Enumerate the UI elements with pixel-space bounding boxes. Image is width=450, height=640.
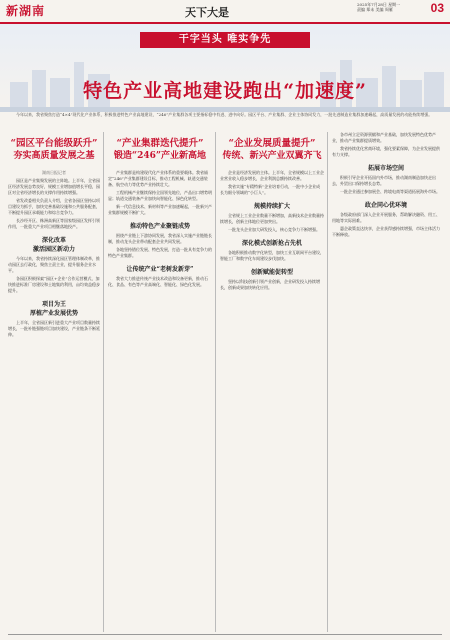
subhead-line-1: “产业集群迭代提升” [116, 138, 204, 149]
subhead-enterprise-quality [220, 138, 324, 162]
subhead-line-2: 传统、新兴产业双翼齐飞 [222, 151, 322, 161]
paragraph: 我省大力推进传统产业技术改造和设备更新，推动石化、食品、有色等产业高端化、智能化、绿色化发展。 [108, 276, 208, 287]
article-column-3 [220, 132, 324, 632]
paragraph: 园区是产业集聚发展的主阵地。上半年，全省园区经济发展态势良好，规模工业增加值增长平稳，园区对全省经济增长的支撑作用持续增强。 [8, 178, 100, 195]
section-heading: 拓展市场空间 [367, 165, 404, 172]
paragraph: 工程机械产业继续保持全国领先地位，产品出口增势明显；轨道交通装备产业加快向智能化、绿色化转型。 [108, 190, 212, 201]
section-heading: 规模持续扩大 [253, 203, 290, 210]
subhead-park-platform [8, 138, 100, 162]
section-heading-line-1: 深化改革 [41, 237, 66, 244]
banner [0, 24, 450, 112]
paragraph: 今年以来，我省持续深化园区管理体制改革，推动园区去行政化，聚焦主责主业，提升服务企业水平。 [8, 256, 100, 273]
paragraph: 新一代信息技术、新材料等产业加速崛起，一批新兴产业集群规模不断扩大。 [108, 204, 212, 215]
editor-credit: 责编 郑未 美编 周雁 [357, 7, 393, 12]
article-column-2 [108, 132, 212, 632]
subhead-line-2: 锻造“246”产业新高地 [113, 151, 207, 161]
main-headline: 特色产业高地建设跑出“加速度” [83, 80, 367, 102]
date-line [357, 2, 400, 12]
section-title: 天下大是 [185, 6, 229, 19]
column-divider [103, 132, 104, 632]
subhead-line-2: 夯实高质量发展之基 [13, 151, 95, 161]
paragraph: 我省实施“专精特新”企业培育行动，一批中小企业成长为细分领域的“小巨人”。 [220, 184, 321, 195]
masthead [0, 0, 450, 24]
section-heading [8, 235, 100, 253]
article-column-4 [332, 132, 440, 632]
kicker-text: 干字当头 唯实争先 [178, 34, 272, 45]
byline: 湖南日报记者 [42, 170, 66, 175]
section-heading-line-2: 激活园区新动力 [32, 246, 75, 253]
lead-paragraph [8, 112, 442, 130]
paragraph: 一批企业通过参加展会、跨境电商等渠道拓展海外市场。 [340, 189, 440, 194]
newspaper-logo: 新湖南 [6, 4, 46, 18]
paragraph: 惠企政策直达快享，企业获得感持续增强，市场主体活力不断释放。 [332, 226, 440, 237]
column-divider [215, 132, 216, 632]
paragraph: 各地坚持错位发展、特色发展，打造一批具有竞争力的特色产业集群。 [108, 247, 212, 258]
article-column-1 [8, 132, 100, 632]
section-heading: 深化模式创新抢占先机 [241, 240, 302, 247]
paragraph: 上半年，全省园区新引进重大产业项目数量持续增长，一批补链强链项目加快建设，产业链条不断延伸。 [8, 320, 100, 337]
paragraph: 我省持续优化营商环境，强化要素保障，为企业发展提供有力支撑。 [332, 146, 440, 157]
paragraph: 各市州立足资源禀赋和产业基础，加快发展特色优势产业，推动产业集群提质增效。 [332, 132, 436, 143]
section-heading: 政企同心优环境 [364, 202, 407, 209]
paragraph: 省发改委相关负责人介绍，全省各园区坚持以项目建设为抓手，加快完善基础设施和公共服务配套，不断提升园区承载能力和综合竞争力。 [8, 198, 100, 215]
paragraph: 积极引导企业开拓国内外市场，推动湖南制造加快走出去，外贸出口保持增长态势。 [332, 175, 436, 186]
date-text: 2025年7月28日 星期一 [357, 2, 401, 7]
paragraph: 长沙经开区、株洲高新区等国家级园区发挥引领作用，一批重大产业项目相继落地投产。 [8, 218, 100, 229]
paragraph: 各地积极推动数字化转型，加快工业互联网平台建设，智能工厂和数字化车间建设步伐加快。 [220, 250, 324, 261]
column-divider [327, 132, 328, 632]
section-heading-line-2: 厚植产业发展优势 [29, 310, 78, 317]
subhead-line-1: “企业发展质量提升” [228, 138, 316, 149]
paragraph: 各级政府部门深入企业开展服务，帮助解决融资、用工、用地等实际困难。 [332, 212, 440, 223]
paragraph: 企业是经济发展的主体。上半年，全省规模以上工业企业营业收入稳步增长，企业利润总额持续改善。 [220, 170, 324, 181]
paragraph: 坚持以科技创新引领产业创新，企业研发投入持续增长，创新成果加快转化应用。 [220, 279, 320, 290]
section-heading: 推动特色产业聚链成势 [129, 223, 190, 230]
kicker-label [140, 32, 310, 48]
section-heading: 让传统产业“老树发新芽” [126, 266, 194, 273]
subhead-line-1: “园区平台能级跃升” [10, 138, 98, 149]
paragraph: 全省规上工业企业数量不断增加，高新技术企业数量持续增长，创新主体地位更加突出。 [220, 213, 324, 224]
page-number: 03 [430, 1, 444, 15]
section-heading: 创新赋能促转型 [250, 269, 293, 276]
footer-rule [8, 634, 442, 635]
lead-text: 今年以来，我省聚焦打造“4×4”现代化产业体系，积极推进特色产业高地建设，“246”产业集群各项主要指标稳中有进、进中向好。园区平台、产业集群、企业主体协同发力，一批先进制造业集群加速崛起，高质量发展的动能持续增强。 [16, 112, 433, 117]
section-heading [8, 299, 100, 317]
paragraph: 产业集群是构建现代化产业体系的重要载体。我省锚定“246”产业集群建设目标，推动工程机械、轨道交通装备、航空动力等优势产业持续壮大。 [108, 170, 208, 187]
paragraph: 围绕产业链上下游协同发展，我省深入实施产业链链长制，推动龙头企业带动配套企业共同发展。 [108, 233, 212, 244]
paragraph: 一批龙头企业加大研发投入，核心竞争力不断增强。 [228, 227, 320, 232]
section-heading-line-1: 项目为王 [41, 301, 66, 308]
paragraph: 各园区积极探索“园区+企业”合作运营模式，加快推进标准厂房建设和土地集约利用，亩均效益稳步提升。 [8, 276, 100, 293]
subhead-industry-cluster [108, 138, 212, 162]
